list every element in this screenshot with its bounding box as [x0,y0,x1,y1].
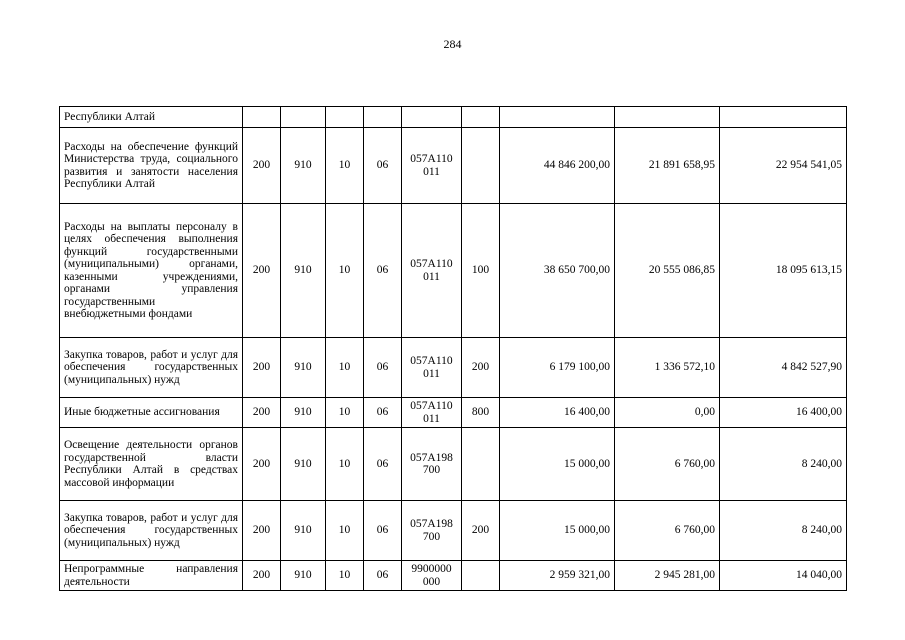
plan-cell: 44 846 200,00 [500,128,615,204]
row-name-cell: Закупка товаров, работ и услуг для обеспечения государственных (муниципальных) нужд [60,338,243,398]
row-name-cell: Расходы на обеспечение функций Министерства труда, социального развития и занятости населения Республики Алтай [60,128,243,204]
row-name-cell: Расходы на выплаты персоналу в целях обеспечения выполнения функций государственными (муниципальными) органами, казенными учреждениями, органами управления государственными внебюджетными фондами [60,204,243,338]
table-row [60,428,847,501]
pr-cell: 06 [364,128,402,204]
plan-cell: 16 400,00 [500,398,615,428]
ved-cell: 910 [281,128,326,204]
csr-cell: 057А198 700 [402,501,462,561]
vr-cell: 100 [462,204,500,338]
pr-cell: 06 [364,428,402,501]
row-name-cell: Закупка товаров, работ и услуг для обеспечения государственных (муниципальных) нужд [60,501,243,561]
pr-cell: 06 [364,501,402,561]
rest-cell [720,107,847,128]
csr-cell: 057А198 700 [402,428,462,501]
rest-cell: 4 842 527,90 [720,338,847,398]
rz-cell: 10 [326,204,364,338]
gr-cell: 200 [243,428,281,501]
table-row [60,561,847,591]
row-name-cell: Республики Алтай [60,107,243,128]
csr-cell [402,107,462,128]
vr-cell: 200 [462,501,500,561]
csr-cell: 057А110 011 [402,128,462,204]
fact-cell: 21 891 658,95 [615,128,720,204]
gr-cell: 200 [243,128,281,204]
ved-cell: 910 [281,501,326,561]
vr-cell [462,128,500,204]
page-number: 284 [443,37,462,51]
plan-cell: 6 179 100,00 [500,338,615,398]
plan-cell: 15 000,00 [500,501,615,561]
fact-cell: 1 336 572,10 [615,338,720,398]
csr-cell: 057А110 011 [402,204,462,338]
plan-cell: 2 959 321,00 [500,561,615,591]
gr-cell: 200 [243,204,281,338]
rest-cell: 8 240,00 [720,501,847,561]
ved-cell: 910 [281,561,326,591]
vr-cell: 800 [462,398,500,428]
vr-cell [462,428,500,501]
csr-cell: 057А110 011 [402,338,462,398]
fact-cell: 20 555 086,85 [615,204,720,338]
row-name-cell: Непрограммные направления деятельности [60,561,243,591]
pr-cell: 06 [364,398,402,428]
rz-cell [326,107,364,128]
fact-cell: 6 760,00 [615,428,720,501]
rz-cell: 10 [326,501,364,561]
fact-cell: 0,00 [615,398,720,428]
table-row [60,128,847,204]
vr-cell [462,561,500,591]
csr-cell: 9900000 000 [402,561,462,591]
gr-cell: 200 [243,398,281,428]
ved-cell: 910 [281,204,326,338]
rz-cell: 10 [326,428,364,501]
plan-cell: 38 650 700,00 [500,204,615,338]
table-row [60,107,847,128]
ved-cell [281,107,326,128]
ved-cell: 910 [281,428,326,501]
ved-cell: 910 [281,338,326,398]
row-name-cell: Иные бюджетные ассигнования [60,398,243,428]
vr-cell: 200 [462,338,500,398]
rest-cell: 8 240,00 [720,428,847,501]
fact-cell [615,107,720,128]
pr-cell [364,107,402,128]
table-row [60,501,847,561]
budget-table [59,106,847,591]
table-row [60,398,847,428]
rest-cell: 18 095 613,15 [720,204,847,338]
ved-cell: 910 [281,398,326,428]
rest-cell: 16 400,00 [720,398,847,428]
rz-cell: 10 [326,561,364,591]
rz-cell: 10 [326,128,364,204]
plan-cell [500,107,615,128]
rz-cell: 10 [326,398,364,428]
gr-cell: 200 [243,338,281,398]
table-row [60,204,847,338]
vr-cell [462,107,500,128]
rz-cell: 10 [326,338,364,398]
gr-cell [243,107,281,128]
rest-cell: 14 040,00 [720,561,847,591]
gr-cell: 200 [243,501,281,561]
pr-cell: 06 [364,338,402,398]
csr-cell: 057А110 011 [402,398,462,428]
fact-cell: 2 945 281,00 [615,561,720,591]
table-row [60,338,847,398]
rest-cell: 22 954 541,05 [720,128,847,204]
fact-cell: 6 760,00 [615,501,720,561]
pr-cell: 06 [364,561,402,591]
pr-cell: 06 [364,204,402,338]
row-name-cell: Освещение деятельности органов государственной власти Республики Алтай в средствах массовой информации [60,428,243,501]
gr-cell: 200 [243,561,281,591]
plan-cell: 15 000,00 [500,428,615,501]
